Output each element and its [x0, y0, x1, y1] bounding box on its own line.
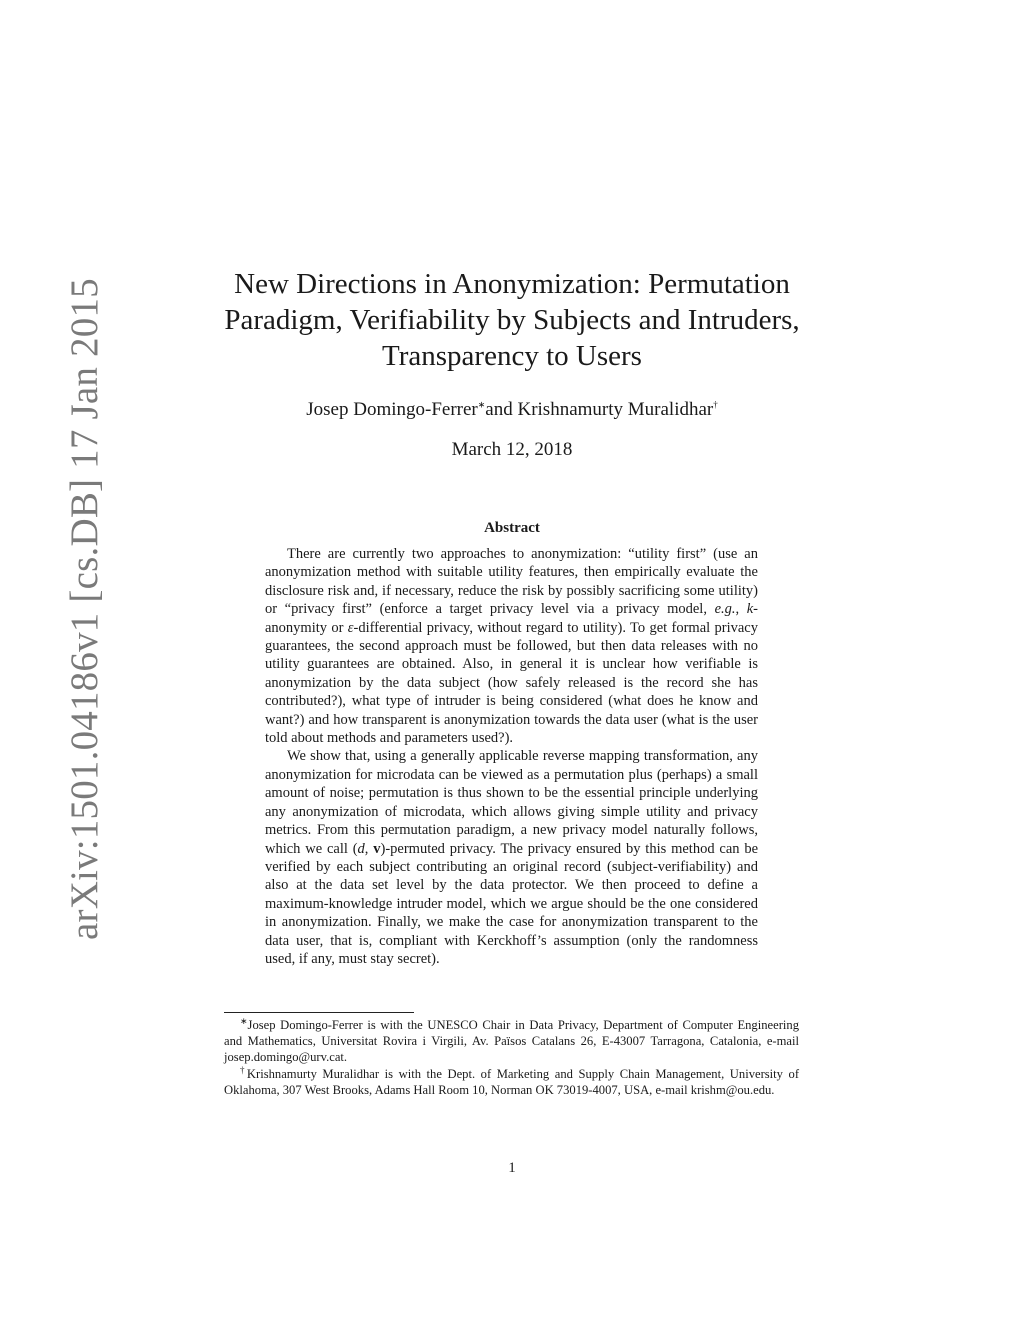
abstract-paragraph-2 [265, 747, 758, 968]
author-1-footnote-mark: ∗ [477, 399, 486, 410]
footnote-2-mark: † [240, 1064, 247, 1075]
abstract-p1-epsilon-symbol: ε [347, 619, 354, 636]
footnote-1-text: Josep Domingo-Ferrer is with the UNESCO Chair in Data Privacy, Department of Computer Engineering and Mathematics, Universitat Rovira i Virgili, Av. Països Catalans 26, E-43007 Tarragona, Catalonia, e-mail josep.domingo@urv.cat. [224, 1018, 799, 1065]
title-line-3: Transparency to Users [382, 340, 642, 372]
abstract-body [265, 545, 758, 968]
abstract-p1-text-a: There are currently two approaches to anonymization: “utility first” (use an anonymization method with suitable utility features, then empirically evaluate the disclosure risk and, if necessary, reduce the risk by possibly sacrificing some utility) or “privacy first” (enforce a target privacy level via a privacy model, [265, 546, 758, 618]
abstract-p1-text-b: , [735, 601, 747, 618]
author-list [200, 398, 824, 422]
abstract-paragraph-1 [265, 545, 758, 747]
footnote-divider [224, 1012, 414, 1013]
footnotes [224, 1017, 799, 1098]
arxiv-identifier-stamp: arXiv:1501.04186v1 [cs.DB] 17 Jan 2015 [63, 278, 106, 940]
paper-title [200, 266, 824, 374]
author-1-name: Josep Domingo-Ferrer [306, 399, 478, 420]
abstract-p1-text-d: -differential privacy, without regard to utility). To get formal privacy guarantees, the second approach must be followed, but then data releases with no utility guarantees are obtained. Also, in general it is unclear how verifiable is anonymization by the data subject (how safely released is the record she has contributed?), what type of intruder is being considered (what does he know and want?) and how transparent is anonymization towards the data user (what is the user told about methods and parameters used?). [265, 619, 758, 747]
paper-date: March 12, 2018 [451, 439, 573, 460]
footnote-1-mark: ∗ [240, 1015, 248, 1026]
title-line-2: Paradigm, Verifiability by Subjects and Intruders, [224, 304, 800, 336]
abstract-heading: Abstract [484, 520, 540, 536]
author-2-name: and Krishnamurty Muralidhar [485, 399, 714, 420]
abstract-p2-text-a: We show that, using a generally applicable reverse mapping transformation, any anonymization for microdata can be viewed as a permutation plus (perhaps) a small amount of noise; permutation is thus shown to be the essential principle underlying any anonymization of microdata, which allows giving simple utility and privacy metrics. From this permutation paradigm, a new privacy model naturally follows, which we call ( [265, 748, 758, 857]
footnote-2-text: Krishnamurty Muralidhar is with the Dept. of Marketing and Supply Chain Management, University of Oklahoma, 307 West Brooks, Adams Hall Room 10, Norman OK 73019-4007, USA, e-mail krishm@ou.edu. [224, 1066, 800, 1097]
abstract-p1-text-c: -anonymity or [265, 601, 759, 636]
abstract-p2-comma: , [364, 840, 374, 857]
author-2-footnote-mark: † [713, 399, 718, 410]
footnote-2 [224, 1066, 799, 1098]
abstract-p2-v-symbol: v [373, 840, 381, 857]
abstract-p2-text-b: )-permuted privacy. The privacy ensured by this method can be verified by each subject contributing an original record (subject-verifiability) and also at the data set level by the data protector. We then proceed to define a maximum-knowledge intruder model, which we argue should be the one considered in anonymization. Finally, we make the case for anonymization transparent to the data user, that is, compliant with Kerckhoff’s assumption (only the randomness used, if any, must stay secret). [265, 840, 759, 967]
footnote-1 [224, 1017, 799, 1066]
abstract-p1-k-symbol: k [746, 601, 754, 618]
abstract-p1-eg: e.g. [714, 601, 736, 618]
abstract-p2-d-symbol: d [357, 840, 365, 857]
title-line-1: New Directions in Anonymization: Permutation [234, 268, 790, 300]
page-number: 1 [508, 1160, 516, 1176]
